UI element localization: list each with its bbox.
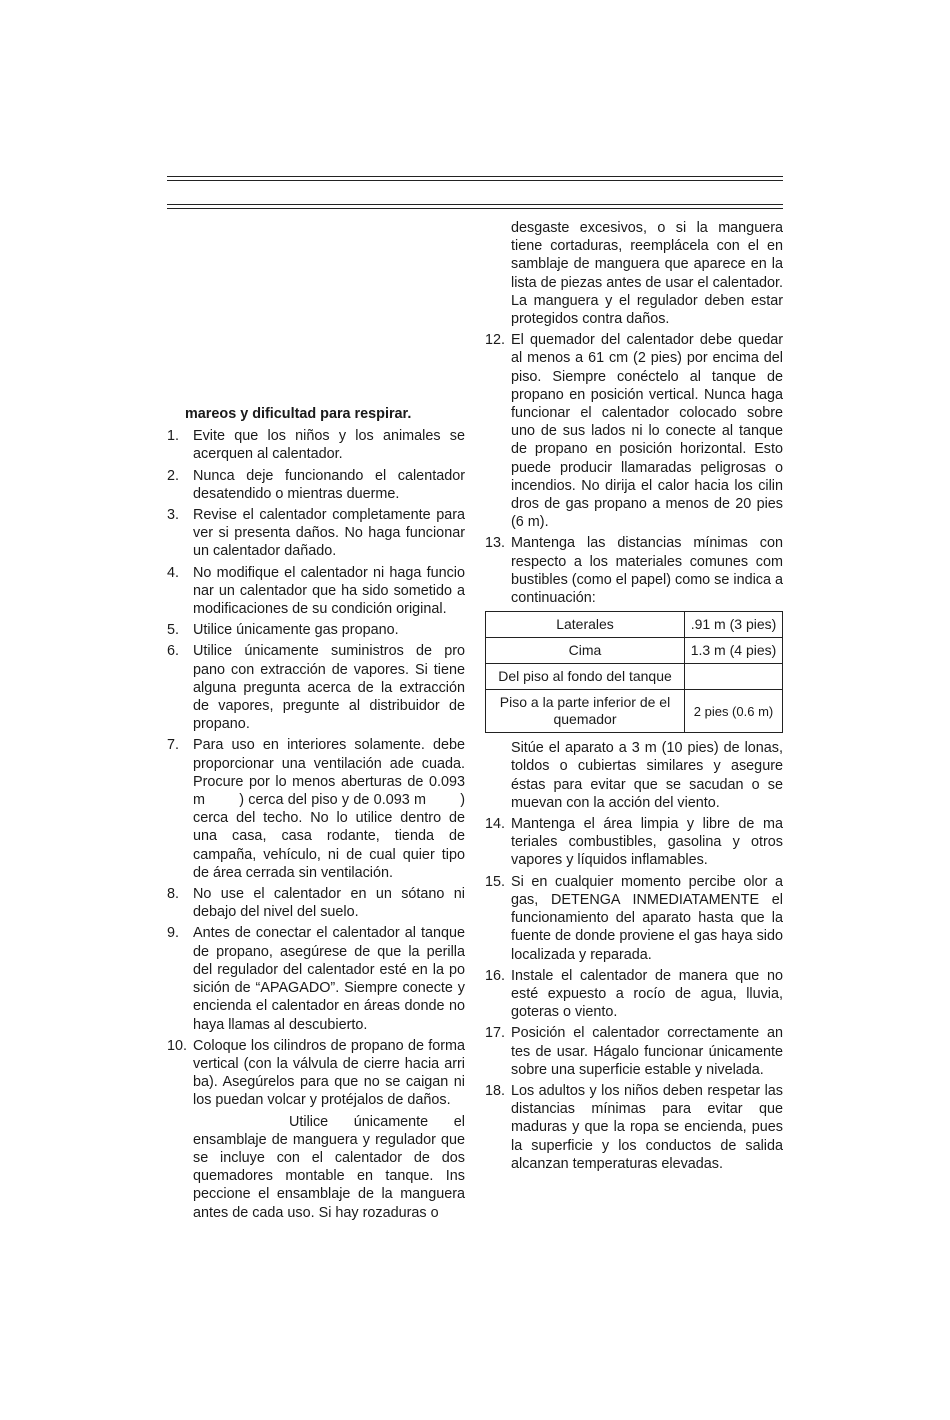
table-cell-label: Del piso al fondo del tanque <box>486 664 685 690</box>
list-item <box>485 1082 783 1173</box>
item-text: Mantenga el área limpia y libre de ma teriales combustibles, gasolina y otros vapores y líquidos inflamables. <box>511 816 783 869</box>
item-number: 15. <box>485 873 506 890</box>
item-number: 9. <box>167 925 180 942</box>
item-text: Coloque los cilindros de propano de forma vertical (con la válvula de cierre hacia arri ba). Asegúrelos para que no se caigan ni los puedan volcar y protéjalos de daños. <box>193 1037 465 1109</box>
item-10-continuation: Utilice únicamente el ensamblaje de manguera y regulador que se incluye con el calentador de dos quemadores montable en tanque. Ins peccione el ensamblaje de la manguera antes de cada uso. Si hay rozaduras o <box>193 1113 465 1221</box>
header-rule-bottom-1 <box>167 204 783 205</box>
item-text: Mantenga las distancias mínimas con respecto a los materiales comunes com bustibles (como el papel) como se indica a continuación: <box>511 535 783 607</box>
right-column <box>485 219 783 1176</box>
item-number: 14. <box>485 816 506 833</box>
item-text: Antes de conectar el calentador al tanque de propano, asegúrese de que la perilla del regulador del calentador esté en la po sición de “APAGADO”. Siempre conecte y encienda el calentador en áreas donde no haya llamas al descubierto. <box>193 925 465 1033</box>
list-item <box>167 506 465 561</box>
list-item <box>167 924 465 1033</box>
table-cell-value: .91 m (3 pies) <box>685 612 783 638</box>
item-text: Posición el calentador correctamente an tes de usar. Hágalo funcionar únicamente sobre una superficie estable y nivelada. <box>511 1025 783 1078</box>
item-number: 2. <box>167 467 180 484</box>
list-item <box>167 1037 465 1110</box>
table-cell-label: Cima <box>486 638 685 664</box>
list-item <box>485 967 783 1022</box>
header-rule-bottom-2 <box>167 208 783 209</box>
left-column <box>167 405 469 1225</box>
item-text: No use el calentador en un sótano ni debajo del nivel del suelo. <box>193 886 465 921</box>
table-row <box>486 638 783 664</box>
item-text: No modifique el calentador ni haga funcio nar un calentador que ha sido sometido a modificaciones de su condición original. <box>193 564 465 618</box>
item-number: 7. <box>167 737 180 754</box>
header-rule-top-1 <box>167 176 783 177</box>
table-cell-label: Piso a la parte inferior de el quemador <box>486 690 685 733</box>
list-item <box>167 642 465 733</box>
table-row <box>486 612 783 638</box>
table-cell-value: 1.3 m (4 pies) <box>685 638 783 664</box>
table-row <box>486 664 783 690</box>
item-number: 5. <box>167 622 180 639</box>
list-item <box>167 467 465 503</box>
list-item <box>167 427 465 463</box>
item-text: Los adultos y los niños deben respetar las distancias mínimas para evitar que maduras y que la ropa se encienda, pues la superficie y los conductos de salida alcanzan temperaturas elevadas. <box>511 1082 783 1172</box>
item-text: Si en cualquier momento percibe olor a gas, DETENGA INMEDIATAMENTE el funcionamiento del aparato hasta que la fuente de donde proviene el gas haya sido localizada y reparada. <box>511 873 783 963</box>
table-cell-value <box>685 664 783 690</box>
list-item <box>485 331 783 531</box>
list-item <box>167 564 465 619</box>
list-item <box>485 873 783 964</box>
item-text: Instale el calentador de manera que no esté expuesto a rocío de agua, lluvia, goteras o viento. <box>511 967 783 1021</box>
item-number: 13. <box>485 535 506 552</box>
item-number: 17. <box>485 1025 506 1042</box>
list-item <box>485 1024 783 1079</box>
item-text: Evite que los niños y los animales se acerquen al calentador. <box>193 428 465 463</box>
item-number: 3. <box>167 507 180 524</box>
item-number: 4. <box>167 564 180 581</box>
item-number: 1. <box>167 428 180 445</box>
item-number: 18. <box>485 1082 506 1099</box>
item-text: Para uso en interiores solamente. debe proporcionar una ventilación ade cuada. Procure por lo menos aberturas de 0.093 m ) cerca del piso y de 0.093 m ) cerca del techo. No lo utilice dentro de una casa, casa rodante, tienda de campaña, vehículo, ni de cual quier tipo de área cerrada sin ventilación. <box>193 737 469 881</box>
item-text: El quemador del calentador debe quedar al menos a 61 cm (2 pies) por encima del piso. Siempre conéctelo al tanque de propano en posición vertical. Nunca haga funcionar el calentador colocado sobre uno de sus lados ni lo conecte al tanque de propano en posición horizontal. Esto puede producir llamaradas peligrosas o incendios. No dirija el calor hacia los cilin dros de gas propano a menos de 20 pies (6 m). <box>511 332 783 531</box>
list-item <box>485 534 783 607</box>
list-item <box>167 736 469 882</box>
list-item <box>167 621 465 639</box>
item-number: 8. <box>167 886 180 903</box>
lead-text: mareos y dificultad para respirar. <box>185 406 412 422</box>
header-rule-top-2 <box>167 180 783 181</box>
table-row <box>486 690 783 733</box>
list-item <box>485 815 783 870</box>
item-13-continuation: Sitúe el aparato a 3 m (10 pies) de lonas, toldos o cubiertas similares y asegure éstas para evitar que se sacudan o se muevan con la acción del viento. <box>511 740 783 811</box>
list-item <box>167 885 465 921</box>
item-11-continuation: desgaste excesivos, o si la manguera tiene cortaduras, reemplácela con el en samblaje de manguera que aparece en la lista de piezas antes de usar el calentador. La manguera y el regulador deben estar protegidos contra daños. <box>511 220 783 328</box>
item-number: 16. <box>485 967 506 984</box>
item-text: Utilice únicamente gas propano. <box>193 622 399 639</box>
item-text: Revise el calentador completamente para ver si presenta daños. No haga funcionar un calentador dañado. <box>193 507 465 560</box>
item-text: Utilice únicamente suministros de pro pano con extracción de vapores. Si tiene alguna pregunta acerca de la extracción de vapores, pregunte al distribuidor de propano. <box>193 643 465 733</box>
table-cell-value: 2 pies (0.6 m) <box>685 690 783 733</box>
item-number: 6. <box>167 643 180 660</box>
table-cell-label: Laterales <box>486 612 685 638</box>
clearance-table <box>485 611 783 733</box>
item-number: 10. <box>167 1037 188 1054</box>
item-number: 12. <box>485 332 506 349</box>
item-text: Nunca deje funcionando el calentador desatendido o mientras duerme. <box>193 467 465 502</box>
